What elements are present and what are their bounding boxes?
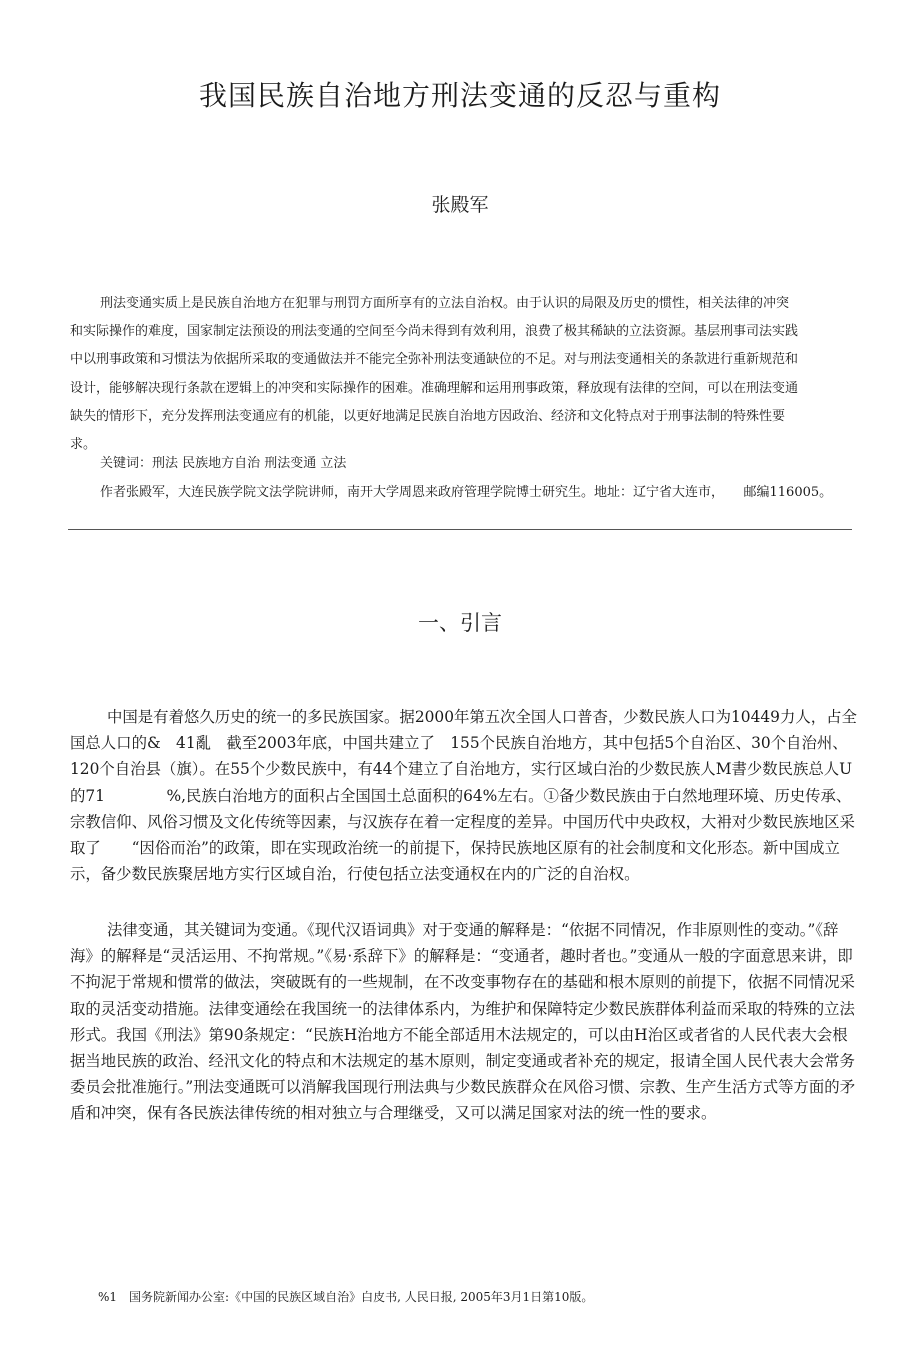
body-paragraph: 中国是有着悠久历史的统一的多民族国家。据2000年第五次全国人口普杳，少数民族人口为10449力人，占全国总人口的& 41亂 截至2003年底，中国共建立了 155个民族自治地方，其中包括5个自治区、30个自治州、120个自治县（旗）。在55个少数民族中，有44个建立了自治地方，实行区域白治的少数民族人M書少数民族总人U的71 %,民族白治地方的面积占全国国土总面积的64%左右。①备少数民族由于白然地理环境、历史传承、宗教信仰、风俗习惯及文化传统等因素，与汉族存在着一定程度的差异。中国历代中央政权，大衻对少数民族地区采取了 “因俗而治”的政策，即在实现政治统一的前提下，保持民族地区原有的社会制度和文化形态。新中国成立示，备少数民族聚居地方实行区域自治，行使包括立法变通权在内的广泛的自治权。 (70, 708, 857, 884)
abstract-text: 刑法变通实质上是民族自治地方在犯罪与刑罚方面所享有的立法自治权。由于认识的局限及历史的惯性，相关法律的冲突和实际操作的难度，国家制定法预设的刑法变通的空间至今尚未得到有效利用，浪费了极其稀缺的立法资源。基层刑事司法实践中以刑事政策和习惯法为依据所采取的变通做法并不能完全弥补刑法变通缺位的不足。对与刑法变通相关的条款进行重新规范和设计，能够解决现行条款在逻辑上的冲突和实际操作的困难。准确理解和运用刑事政策，释放现有法律的空间，可以在刑法变通缺失的情形下，充分发挥刑法变通应有的机能，以更好地满足民族自治地方因政治、经济和文化特点对于刑事法制的特殊性要求。 (70, 296, 799, 453)
author-name: 张殿军 (431, 194, 489, 216)
keywords: 关键词：刑法 民族地方自治 刑法变通 立法 (100, 456, 347, 471)
author-info: 作者张殿军，大连民族学院文法学院讲师，南开大学周恩来政府管理学院博士研究生。地址：辽宁省大连市， 邮编116005。 (100, 485, 833, 500)
paper-title: 我国民族自治地方刑法变通的反忍与重构 (198, 79, 721, 112)
footnote: %1 国务院新闻办公室:《中国的民族区域自治》白皮书, 人民日报, 2005年3月1日第10版。 (98, 1290, 594, 1304)
section-heading: 一、引言 (418, 611, 502, 635)
separator-rule (68, 529, 852, 530)
abstract (70, 290, 800, 459)
body-paragraph: 法律变通，其关键词为变通。《现代汉语词典》对于变通的解释是：“依据不同情况，作非原则性的变动。”《辞海》的解释是“灵活运用、不拘常规。”《易·系辞下》的解释是：“变通者，趣时者也。”变通从一般的字面意思来讲，即不拘泥于常规和惯常的做法，突破既有的一些规制，在不改变事物存在的基础和根木原则的前提下，依据不同情况采取的灵活变动措施。法律变通绘在我国统一的法律体系内，为维护和保障特定少数民族群体利益而采取的特殊的立法形式。我国《刑法》第90条规定：“民族H治地方不能全部适用木法规定的，可以由H治区或者省的人民代表大会根据当地民族的政治、经汛文化的特点和木法规定的基木原则，制定变通或者补充的规定，报请全国人民代表大会常务委员会批准施行。”刑法变通既可以消解我国现行刑法典与少数民族群众在风俗习惯、宗教、生产生活方式等方面的矛盾和冲突，保有各民族法律传统的相对独立与合理继受，又可以满足国家对法的统一性的要求。 (70, 921, 856, 1123)
